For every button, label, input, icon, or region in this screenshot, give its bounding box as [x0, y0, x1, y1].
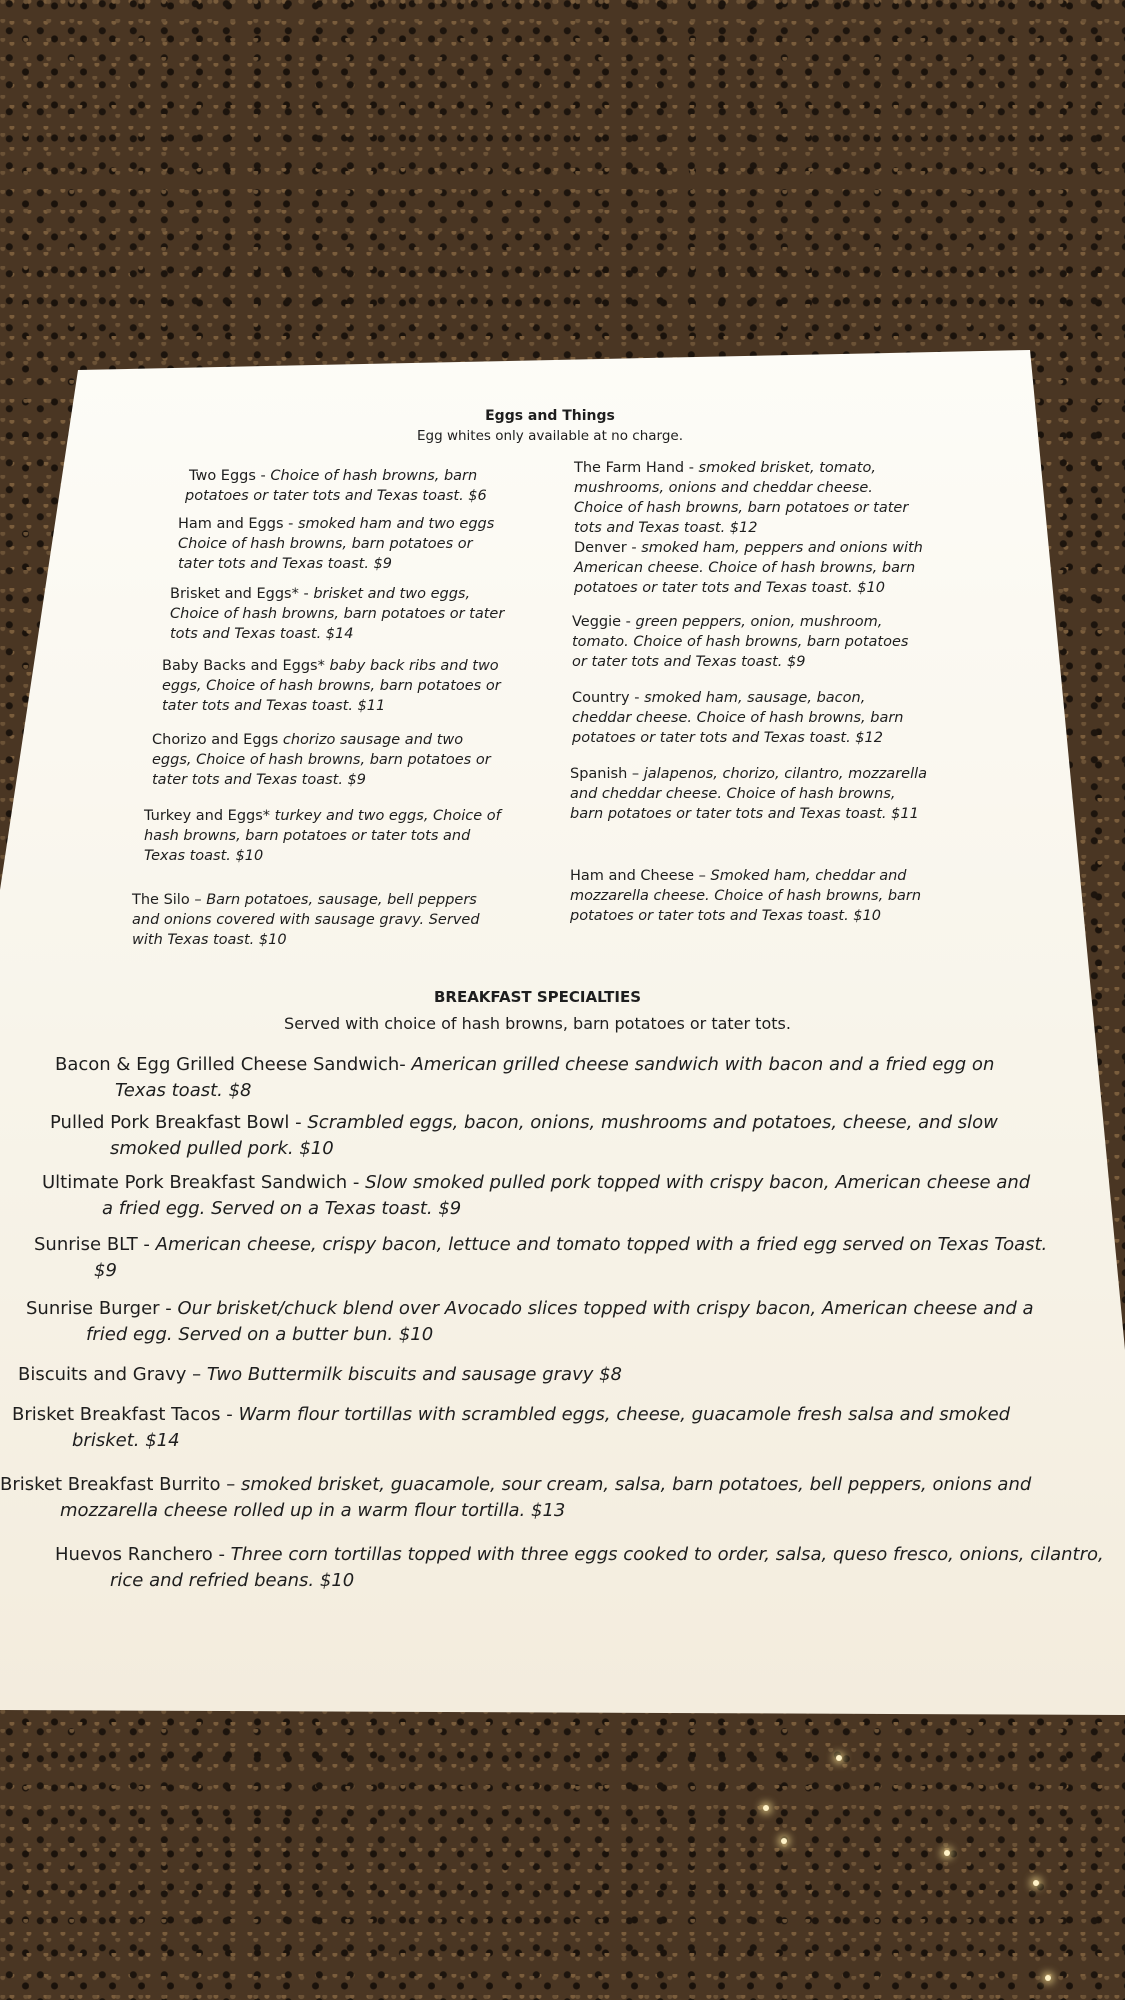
specialty-item-ultimate-pork-sandwich: Ultimate Pork Breakfast Sandwich - Slow smoked pulled pork topped with crispy bacon, American cheese and a fried egg. Served on a Texas toast. $9: [42, 1172, 1031, 1219]
menu-item-denver: Denver - smoked ham, peppers and onions with American cheese. Choice of hash browns, barn potatoes or tater tots and Texas toast. $10: [574, 540, 923, 596]
menu-item-baby-backs-and-eggs: Baby Backs and Eggs* baby back ribs and two eggs, Choice of hash browns, barn potatoes or tater tots and Texas toast. $11: [162, 658, 501, 714]
specialty-item-huevos-ranchero: Huevos Ranchero - Three corn tortillas topped with three eggs cooked to order, salsa, queso fresco, onions, cilantro, rice and refried beans. $10: [55, 1544, 1104, 1591]
light-reflection: [836, 1755, 842, 1761]
menu-item-veggie: Veggie - green peppers, onion, mushroom, tomato. Choice of hash browns, barn potatoes or tater tots and Texas toast. $9: [572, 614, 909, 670]
menu-item-turkey-and-eggs: Turkey and Eggs* turkey and two eggs, Choice of hash browns, barn potatoes or tater tots and Texas toast. $10: [144, 808, 501, 864]
menu-content: [0, 350, 1125, 1715]
menu-item-chorizo-and-eggs: Chorizo and Eggs chorizo sausage and two eggs, Choice of hash browns, barn potatoes or tater tots and Texas toast. $9: [152, 732, 491, 788]
specialty-item-bacon-egg-grilled-cheese: Bacon & Egg Grilled Cheese Sandwich- American grilled cheese sandwich with bacon and a fried egg on Texas toast. $8: [55, 1054, 995, 1101]
menu-item-farm-hand: The Farm Hand - smoked brisket, tomato, mushrooms, onions and cheddar cheese. Choice of hash browns, barn potatoes or tater tots and Texas toast. $12: [574, 460, 909, 536]
light-reflection: [1045, 1975, 1051, 1981]
menu-item-two-eggs: Two Eggs - Choice of hash browns, barn potatoes or tater tots and Texas toast. $6: [185, 468, 487, 504]
menu-item-country: Country - smoked ham, sausage, bacon, cheddar cheese. Choice of hash browns, barn potatoes or tater tots and Texas toast. $12: [572, 690, 904, 746]
light-reflection: [1033, 1880, 1039, 1886]
light-reflection: [763, 1805, 769, 1811]
light-reflection: [944, 1850, 950, 1856]
eggs-section-title: Eggs and Things: [485, 408, 615, 424]
specialty-item-sunrise-blt: Sunrise BLT - American cheese, crispy bacon, lettuce and tomato topped with a fried egg served on Texas Toast. $9: [34, 1234, 1048, 1281]
specialty-item-brisket-burrito: Brisket Breakfast Burrito – smoked brisket, guacamole, sour cream, salsa, barn potatoes, bell peppers, onions and mozzarella cheese rolled up in a warm flour tortilla. $13: [0, 1474, 1032, 1521]
specialties-section-title: BREAKFAST SPECIALTIES: [433, 988, 642, 1006]
specialties-section-subtitle: Served with choice of hash browns, barn potatoes or tater tots.: [284, 1014, 791, 1033]
menu-item-ham-and-cheese: Ham and Cheese – Smoked ham, cheddar and mozzarella cheese. Choice of hash browns, barn potatoes or tater tots and Texas toast. $10: [570, 868, 922, 924]
specialty-item-brisket-tacos: Brisket Breakfast Tacos - Warm flour tortillas with scrambled eggs, cheese, guacamole fresh salsa and smoked brisket. $14: [12, 1404, 1011, 1451]
specialty-item-biscuits-and-gravy: Biscuits and Gravy – Two Buttermilk biscuits and sausage gravy $8: [18, 1364, 623, 1385]
specialty-item-sunrise-burger: Sunrise Burger - Our brisket/chuck blend over Avocado slices topped with crispy bacon, American cheese and a fried egg. Served on a butter bun. $10: [26, 1298, 1034, 1345]
light-reflection: [781, 1838, 787, 1844]
specialty-item-pulled-pork-bowl: Pulled Pork Breakfast Bowl - Scrambled eggs, bacon, onions, mushrooms and potatoes, cheese, and slow smoked pulled pork. $10: [50, 1112, 998, 1159]
eggs-section-subtitle: Egg whites only available at no charge.: [417, 428, 683, 444]
menu-item-brisket-and-eggs: Brisket and Eggs* - brisket and two eggs, Choice of hash browns, barn potatoes or tater tots and Texas toast. $14: [170, 586, 505, 642]
menu-item-ham-and-eggs: Ham and Eggs - smoked ham and two eggs Choice of hash browns, barn potatoes or tater tots and Texas toast. $9: [178, 516, 495, 572]
menu-item-the-silo: The Silo – Barn potatoes, sausage, bell peppers and onions covered with sausage gravy. Served with Texas toast. $10: [132, 892, 480, 948]
menu-item-spanish: Spanish – jalapenos, chorizo, cilantro, mozzarella and cheddar cheese. Choice of hash browns, barn potatoes or tater tots and Texas toast. $11: [570, 766, 928, 822]
